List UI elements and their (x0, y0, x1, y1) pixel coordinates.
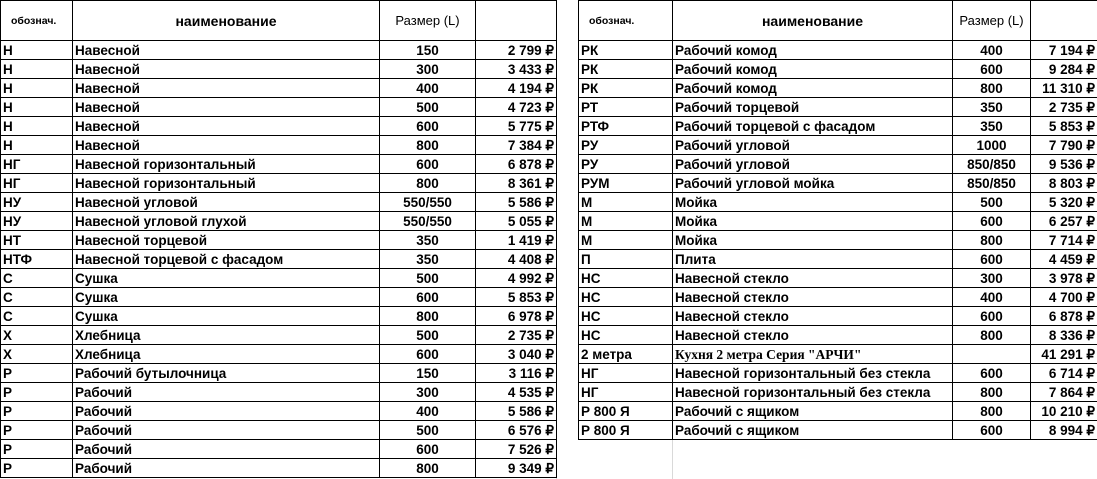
table-row (579, 345, 1097, 364)
cell-name-part: " (853, 347, 862, 362)
cell-price: 5 775 ₽ (476, 117, 557, 136)
cell-size: 600 (953, 421, 1031, 440)
cell-name: Сушка (73, 307, 380, 326)
cell-price: 4 992 ₽ (476, 269, 557, 288)
cell-code: НУ (1, 212, 73, 231)
table-row (579, 307, 1097, 326)
cell-name: Рабочий (73, 383, 380, 402)
table-row (1, 79, 557, 98)
cell-name: Навесной (73, 60, 380, 79)
cell-name: Плита (673, 250, 953, 269)
header-row (579, 1, 1097, 41)
cell-size: 850/850 (953, 174, 1031, 193)
cell-price: 11 310 ₽ (1031, 79, 1097, 98)
cell-size: 500 (380, 326, 476, 345)
cell-code: НГ (579, 383, 673, 402)
table-row (579, 174, 1097, 193)
table-row (1, 60, 557, 79)
cell-size: 600 (380, 117, 476, 136)
cell-name: Рабочий торцевой с фасадом (673, 117, 953, 136)
cell-code: НТ (1, 231, 73, 250)
cell-name: Рабочий с ящиком (673, 421, 953, 440)
cell-code: Х (1, 326, 73, 345)
table-row (579, 402, 1097, 421)
cell-name: Мойка (673, 212, 953, 231)
cell-size: 600 (953, 212, 1031, 231)
cell-price: 5 586 ₽ (476, 402, 557, 421)
cell-size: 500 (380, 269, 476, 288)
cell-name: Навесной стекло (673, 269, 953, 288)
cell-name: Рабочий (73, 440, 380, 459)
cell-code: Н (1, 98, 73, 117)
table-row (579, 269, 1097, 288)
cell-price: 7 790 ₽ (1031, 136, 1097, 155)
table-row (1, 117, 557, 136)
cell-size: 600 (380, 345, 476, 364)
table-row (1, 345, 557, 364)
cell-code: С (1, 307, 73, 326)
cell-price: 5 853 ₽ (476, 288, 557, 307)
table-row (1, 402, 557, 421)
cell-code: Р (1, 421, 73, 440)
cell-size: 150 (380, 364, 476, 383)
cell-name: Навесной (73, 117, 380, 136)
cell-name: Навесной (73, 41, 380, 60)
cell-name: Рабочий (73, 421, 380, 440)
cell-name: Сушка (73, 288, 380, 307)
cell-name: Рабочий комод (673, 79, 953, 98)
cell-code: М (579, 212, 673, 231)
table-row (579, 41, 1097, 60)
cell-size: 550/550 (380, 212, 476, 231)
cell-size: 600 (953, 250, 1031, 269)
table-row (1, 364, 557, 383)
cell-name: Навесной горизонтальный без стекла (673, 364, 953, 383)
header-size: Размер (L) (380, 1, 476, 41)
cell-price: 7 714 ₽ (1031, 231, 1097, 250)
table-row (579, 193, 1097, 212)
cell-code: Р (1, 459, 73, 478)
cell-size: 300 (380, 60, 476, 79)
cell-code: НУ (1, 193, 73, 212)
cell-name: Рабочий угловой (673, 155, 953, 174)
cell-code: НТФ (1, 250, 73, 269)
cell-size: 600 (380, 288, 476, 307)
table-row (1, 193, 557, 212)
cell-code: Н (1, 41, 73, 60)
table-row (579, 231, 1097, 250)
cell-size: 800 (953, 402, 1031, 421)
cell-size: 300 (380, 383, 476, 402)
cell-code: М (579, 193, 673, 212)
cell-price: 9 349 ₽ (476, 459, 557, 478)
cell-code: РУ (579, 155, 673, 174)
cell-size: 500 (953, 193, 1031, 212)
cell-code: РТФ (579, 117, 673, 136)
table-row (1, 269, 557, 288)
cell-code: НГ (579, 364, 673, 383)
cell-price: 5 320 ₽ (1031, 193, 1097, 212)
cell-code: Н (1, 136, 73, 155)
header-name: наименование (73, 1, 380, 41)
cell-name: Навесной горизонтальный без стекла (673, 383, 953, 402)
cell-size: 800 (953, 326, 1031, 345)
cell-price: 9 284 ₽ (1031, 60, 1097, 79)
table-row (579, 79, 1097, 98)
cell-code: П (579, 250, 673, 269)
cell-price: 6 714 ₽ (1031, 364, 1097, 383)
cell-size: 800 (380, 459, 476, 478)
table-row (1, 212, 557, 231)
cell-price: 7 526 ₽ (476, 440, 557, 459)
cell-name: Навесной горизонтальный (73, 174, 380, 193)
cell-size: 800 (380, 136, 476, 155)
cell-size: 500 (380, 421, 476, 440)
cell-size: 600 (380, 155, 476, 174)
header-price (476, 1, 557, 41)
cell-name: Рабочий угловой (673, 136, 953, 155)
cell-name: Рабочий (73, 402, 380, 421)
cell-name: Навесной торцевой с фасадом (73, 250, 380, 269)
cell-name: Навесной (73, 136, 380, 155)
cell-price: 6 978 ₽ (476, 307, 557, 326)
cell-code: Р 800 Я (579, 402, 673, 421)
cell-size: 600 (953, 307, 1031, 326)
cell-name: Мойка (673, 231, 953, 250)
cell-price: 5 853 ₽ (1031, 117, 1097, 136)
header-price (1031, 1, 1097, 41)
table-row (1, 288, 557, 307)
table-row (1, 383, 557, 402)
table-row (579, 288, 1097, 307)
cell-size: 400 (953, 288, 1031, 307)
cell-price: 6 878 ₽ (1031, 307, 1097, 326)
table-row (579, 136, 1097, 155)
cell-size: 800 (380, 307, 476, 326)
cell-price: 7 384 ₽ (476, 136, 557, 155)
cell-price: 4 700 ₽ (1031, 288, 1097, 307)
table-row (579, 212, 1097, 231)
cell-code: Н (1, 60, 73, 79)
cell-price: 1 419 ₽ (476, 231, 557, 250)
cell-code: С (1, 288, 73, 307)
cell-price: 7 864 ₽ (1031, 383, 1097, 402)
header-name: наименование (673, 1, 953, 41)
cell-name: Навесной (73, 98, 380, 117)
cell-price: 4 459 ₽ (1031, 250, 1097, 269)
cell-code: НС (579, 269, 673, 288)
cell-code: НС (579, 307, 673, 326)
cell-price: 4 535 ₽ (476, 383, 557, 402)
cell-code: Х (1, 345, 73, 364)
cell-name-series: АРЧИ (815, 347, 854, 362)
cell-size: 400 (953, 41, 1031, 60)
header-code: обознач. (1, 1, 73, 41)
table-row (579, 326, 1097, 345)
table-row (1, 421, 557, 440)
cell-size: 800 (953, 79, 1031, 98)
cell-size: 550/550 (380, 193, 476, 212)
cell-name: Хлебница (73, 326, 380, 345)
cell-size: 500 (380, 98, 476, 117)
cell-name: Навесной стекло (673, 326, 953, 345)
cell-name: Рабочий комод (673, 41, 953, 60)
cell-size: 850/850 (953, 155, 1031, 174)
table-row (1, 440, 557, 459)
cell-code: РК (579, 79, 673, 98)
table-row (1, 326, 557, 345)
cell-price: 3 978 ₽ (1031, 269, 1097, 288)
table-row (579, 60, 1097, 79)
cell-name: Рабочий (73, 459, 380, 478)
cell-code: НС (579, 288, 673, 307)
cell-code: НС (579, 326, 673, 345)
table-row (579, 250, 1097, 269)
cell-name (673, 345, 953, 364)
cell-size: 350 (380, 250, 476, 269)
cell-price: 6 878 ₽ (476, 155, 557, 174)
cell-name: Навесной торцевой (73, 231, 380, 250)
cell-name: Рабочий с ящиком (673, 402, 953, 421)
cell-name: Навесной горизонтальный (73, 155, 380, 174)
cell-price: 3 040 ₽ (476, 345, 557, 364)
cell-price: 3 116 ₽ (476, 364, 557, 383)
cell-size: 350 (380, 231, 476, 250)
table-row (1, 136, 557, 155)
table-row (1, 459, 557, 478)
table-row (1, 250, 557, 269)
cell-size: 150 (380, 41, 476, 60)
cell-name: Навесной стекло (673, 288, 953, 307)
cell-code: С (1, 269, 73, 288)
cell-name: Хлебница (73, 345, 380, 364)
cell-size: 800 (380, 174, 476, 193)
cell-size: 600 (380, 440, 476, 459)
cell-price: 7 194 ₽ (1031, 41, 1097, 60)
header-code: обознач. (579, 1, 673, 41)
table-row (579, 383, 1097, 402)
cell-size: 350 (953, 117, 1031, 136)
cell-size: 1000 (953, 136, 1031, 155)
cell-code: Р (1, 402, 73, 421)
cell-code: Р (1, 383, 73, 402)
cell-name: Рабочий угловой мойка (673, 174, 953, 193)
cell-size: 300 (953, 269, 1031, 288)
cell-name: Навесной (73, 79, 380, 98)
cell-price: 6 576 ₽ (476, 421, 557, 440)
cell-code: РК (579, 60, 673, 79)
cell-price: 6 257 ₽ (1031, 212, 1097, 231)
cell-code: НГ (1, 174, 73, 193)
cell-price: 3 433 ₽ (476, 60, 557, 79)
table-row (579, 155, 1097, 174)
cell-price: 8 361 ₽ (476, 174, 557, 193)
cell-name: Мойка (673, 193, 953, 212)
cell-code: Р 800 Я (579, 421, 673, 440)
table-row (579, 98, 1097, 117)
cell-name-part: Кухня 2 метра Серия " (675, 347, 816, 362)
cell-code: М (579, 231, 673, 250)
cell-code: Н (1, 117, 73, 136)
cell-price: 4 408 ₽ (476, 250, 557, 269)
cell-name: Сушка (73, 269, 380, 288)
cell-size: 800 (953, 383, 1031, 402)
cell-price: 8 994 ₽ (1031, 421, 1097, 440)
cell-price: 41 291 ₽ (1031, 345, 1097, 364)
cell-name: Навесной угловой (73, 193, 380, 212)
cell-price: 5 055 ₽ (476, 212, 557, 231)
cell-code: 2 метра (579, 345, 673, 364)
table-row (579, 364, 1097, 383)
table-row (1, 174, 557, 193)
cell-size: 350 (953, 98, 1031, 117)
cell-price: 8 803 ₽ (1031, 174, 1097, 193)
cell-size: 400 (380, 402, 476, 421)
table-row (1, 155, 557, 174)
cell-size (953, 345, 1031, 364)
cell-code: РК (579, 41, 673, 60)
cell-price: 2 735 ₽ (1031, 98, 1097, 117)
cell-size: 400 (380, 79, 476, 98)
table-row (1, 98, 557, 117)
cell-size: 800 (953, 231, 1031, 250)
cell-price: 2 799 ₽ (476, 41, 557, 60)
header-size: Размер (L) (953, 1, 1031, 41)
cell-price: 8 336 ₽ (1031, 326, 1097, 345)
cell-name: Рабочий торцевой (673, 98, 953, 117)
cell-size: 600 (953, 60, 1031, 79)
cell-name: Навесной угловой глухой (73, 212, 380, 231)
cell-code: НГ (1, 155, 73, 174)
header-row (1, 1, 557, 41)
cell-code: РТ (579, 98, 673, 117)
table-row (1, 41, 557, 60)
cell-code: РУМ (579, 174, 673, 193)
cell-price: 2 735 ₽ (476, 326, 557, 345)
cell-name: Рабочий бутылочница (73, 364, 380, 383)
table-row (1, 231, 557, 250)
cell-code: Н (1, 79, 73, 98)
table-row (1, 307, 557, 326)
cell-name: Рабочий комод (673, 60, 953, 79)
cell-price: 4 723 ₽ (476, 98, 557, 117)
cell-name: Навесной стекло (673, 307, 953, 326)
cell-code: Р (1, 440, 73, 459)
table-row (579, 117, 1097, 136)
cell-price: 4 194 ₽ (476, 79, 557, 98)
cell-price: 9 536 ₽ (1031, 155, 1097, 174)
cell-price: 5 586 ₽ (476, 193, 557, 212)
cell-size: 600 (953, 364, 1031, 383)
cell-code: Р (1, 364, 73, 383)
table-row (579, 421, 1097, 440)
cell-code: РУ (579, 136, 673, 155)
cell-price: 10 210 ₽ (1031, 402, 1097, 421)
